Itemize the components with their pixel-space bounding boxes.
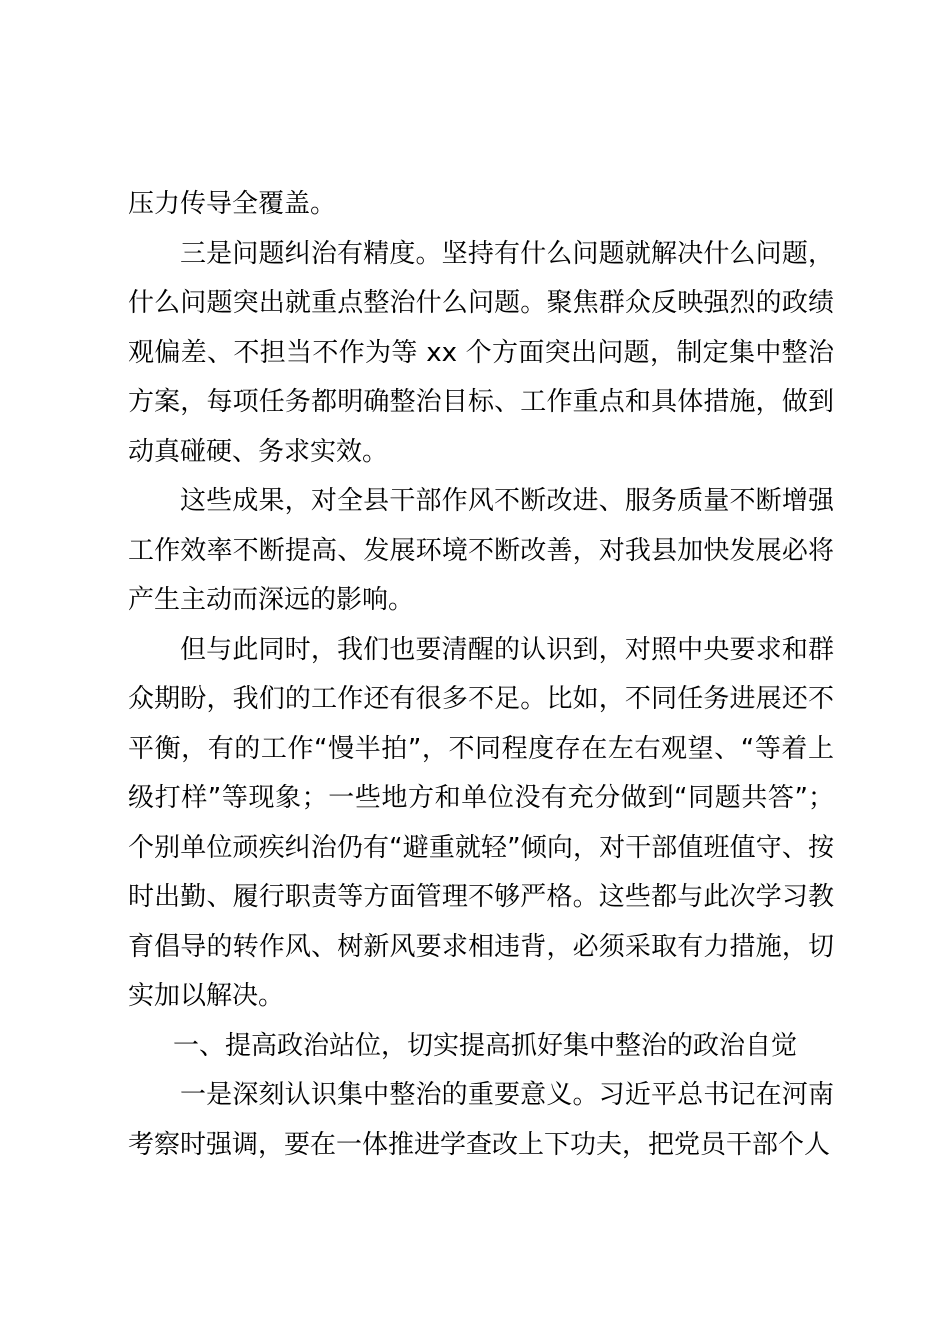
paragraph-problem-correction: 三是问题纠治有精度。坚持有什么问题就解决什么问题，什么问题突出就重点整治什么问题。聚焦群众反映强烈的政绩观偏差、不担当不作为等 xx 个方面突出问题，制定集中整治方案，每项任务都明确整治目标、工作重点和具体措施，做到动真碰硬、务求实效。 bbox=[128, 238, 834, 467]
paragraph-achievements: 这些成果，对全县干部作风不断改进、服务质量不断增强工作效率不断提高、发展环境不断改善，对我县加快发展必将产生主动而深远的影响。 bbox=[128, 486, 834, 615]
section-heading: 一、提高政治站位，切实提高抓好集中整治的政治自觉 bbox=[173, 1030, 798, 1061]
document-body bbox=[128, 180, 834, 1170]
paragraph-significance: 一是深刻认识集中整治的重要意义。习近平总书记在河南考察时强调，要在一体推进学查改上下功夫，把党员干部个人 bbox=[128, 1080, 834, 1160]
paragraph-shortcomings: 但与此同时，我们也要清醒的认识到，对照中央要求和群众期盼，我们的工作还有很多不足。比如，不同任务进展还不平衡，有的工作“慢半拍”，不同程度存在左右观望、“等着上级打样”等现象；一些地方和单位没有充分做到“同题共答”；个别单位顽疾纠治仍有“避重就轻”倾向，对干部值班值守、按时出勤、履行职责等方面管理不够严格。这些都与此次学习教育倡导的转作风、树新风要求相违背，必须采取有力措施，切实加以解决。 bbox=[128, 634, 834, 1011]
paragraph-continuation: 压力传导全覆盖。 bbox=[128, 189, 337, 219]
